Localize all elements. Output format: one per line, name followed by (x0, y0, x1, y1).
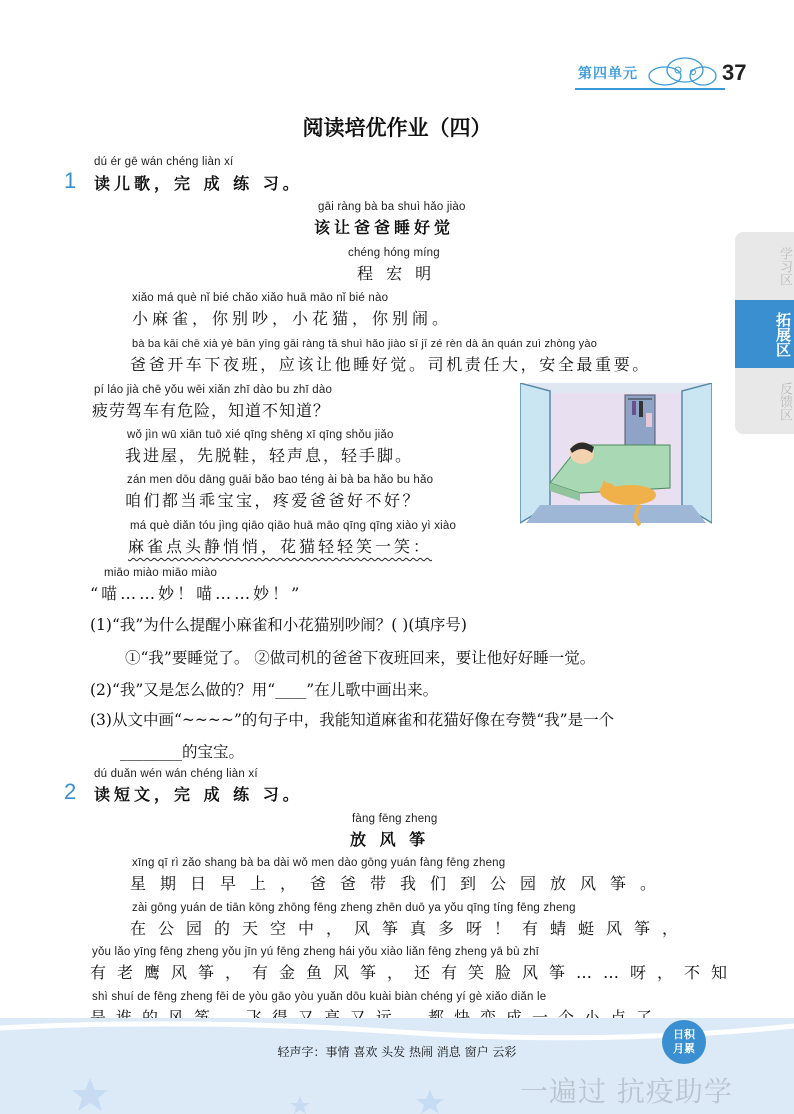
poem-line-6-pinyin: má què diǎn tóu jìng qiāo qiāo huā māo qīng qīng xiào yì xiào (130, 520, 457, 532)
q1-sub-3-continued: ________的宝宝。 (120, 743, 245, 761)
author-pinyin: chéng hóng míng (348, 247, 440, 259)
poem-line-2-pinyin: bà ba kāi chē xià yè bān yīng gāi ràng tā shuì hǎo jiào sī jī zé rèn dà ān quán zuì zhòng yào (132, 338, 598, 350)
poem-line-3: 疲劳驾车有危险，知道不知道？ (92, 401, 331, 420)
unit-label: 第四单元 (578, 66, 638, 82)
q1-instruction-pinyin: dú ér gē wán chéng liàn xí (94, 156, 234, 168)
poem-line-4: 我进屋，先脱鞋，轻声息，轻手脚。 (125, 446, 414, 465)
author: 程 宏 明 (357, 264, 436, 283)
poem-title: 该让爸爸睡好觉 (314, 218, 455, 237)
poem-line-6-wavy: 麻雀点头静悄悄，花猫轻轻笑一笑： (128, 537, 433, 556)
q1-sub-2: (2)“我”又是怎么做的？用“____”在儿歌中画出来。 (90, 681, 439, 699)
q1-sub-1: (1)“我”为什么提醒小麻雀和小花猫别吵闹？( )(填序号) (90, 616, 467, 634)
passage-line-1: 星期日早上，爸爸带我们到公园放风筝。 (130, 874, 671, 893)
poem-line-4-pinyin: wǒ jìn wū xiān tuō xié qīng shēng xī qīng shǒu jiǎo (127, 429, 394, 441)
tab-feedback[interactable]: 反馈区 (735, 368, 794, 434)
poem-line-1: 小麻雀，你别吵，小花猫，你别闹。 (132, 309, 453, 328)
poem-line-7: “喵……妙！喵……妙！” (90, 584, 303, 603)
question-2-number: 2 (64, 779, 77, 804)
tab-study[interactable]: 学习区 (735, 232, 794, 300)
daily-accumulation-badge (662, 1020, 706, 1064)
poem-title-pinyin: gāi ràng bà ba shuì hǎo jiào (318, 201, 466, 213)
poem-line-7-pinyin: miāo miào miāo miào (104, 567, 218, 579)
poem-line-5-pinyin: zán men dōu dāng guāi bǎo bao téng ài bà ba hǎo bu hǎo (127, 474, 434, 486)
passage-line-1-pinyin: xīng qī rì zǎo shang bà ba dài wǒ men dào gōng yuán fàng fēng zheng (132, 857, 506, 869)
passage-line-2: 在公园的天空中，风筝真多呀！有蜻蜓风筝， (130, 919, 691, 938)
q1-sub-3: (3)从文中画“~~~~”的句子中，我能知道麻雀和花猫好像在夸赞“我”是一个 (90, 711, 615, 729)
page-title: 阅读培优作业（四） (302, 116, 492, 140)
poem-line-1-pinyin: xiǎo má què nǐ bié chǎo xiǎo huā māo nǐ bié nào (132, 292, 389, 304)
page-number: 37 (722, 60, 747, 85)
passage-line-3: 有老鹰风筝，有金鱼风筝，还有笑脸风筝……呀，不知 (90, 963, 739, 982)
light-tone-note: 轻声字：事情 喜欢 头发 热闹 消息 窗户 云彩 (277, 1045, 517, 1059)
poem-line-5: 咱们都当乖宝宝，疼爱爸爸好不好？ (125, 491, 422, 510)
badge-line-1: 日积 (673, 1028, 695, 1041)
sleeping-dad-illustration (520, 383, 712, 528)
tab-extend[interactable]: 拓展区 (735, 300, 794, 368)
question-1-number: 1 (64, 168, 77, 193)
passage-line-2-pinyin: zài gōng yuán de tiān kōng zhōng fēng zheng zhēn duō ya yǒu qīng tíng fēng zheng (132, 902, 576, 914)
q1-sub-1-options: ①“我”要睡觉了。 ②做司机的爸爸下夜班回来，要让他好好睡一觉。 (125, 649, 596, 667)
watermark: 一遍过 抗疫助学 (520, 1075, 733, 1108)
q1-instruction: 读儿歌，完 成 练 习。 (94, 174, 303, 193)
q2-title: 放 风 筝 (350, 830, 430, 849)
q2-instruction-pinyin: dú duǎn wén wán chéng liàn xí (94, 768, 258, 780)
passage-line-3-pinyin: yǒu lǎo yīng fēng zheng yǒu jīn yú fēng zheng hái yǒu xiào liǎn fēng zheng yā bù zhī (92, 946, 540, 958)
header-divider (575, 88, 725, 90)
q2-title-pinyin: fàng fēng zheng (352, 813, 438, 825)
badge-line-2: 月累 (673, 1042, 695, 1055)
poem-line-3-pinyin: pí láo jià chē yǒu wēi xiǎn zhī dào bu zhī dào (94, 384, 333, 396)
poem-line-2: 爸爸开车下夜班，应该让他睡好觉。司机责任大，安全最重要。 (130, 355, 651, 374)
cloud-decoration-icon (645, 52, 720, 88)
q2-instruction: 读短文，完 成 练 习。 (94, 785, 303, 804)
passage-line-4-pinyin: shì shuí de fēng zheng fēi de yòu gāo yòu yuǎn dōu kuài biàn chéng yí gè xiǎo diǎn le (92, 991, 547, 1003)
